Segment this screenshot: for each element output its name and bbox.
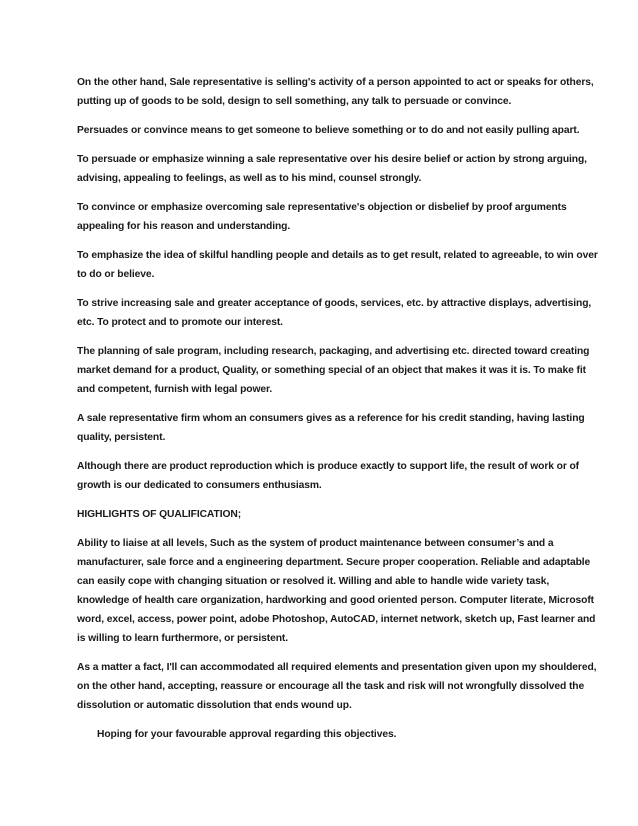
paragraph-skilful-handling: To emphasize the idea of skilful handling people and details as to get result, related to agreeable, to win over to do or believe.	[77, 250, 598, 280]
paragraph-persuade-emphasis: To persuade or emphasize winning a sale representative over his desire belief or action by strong arguing, advising, appealing to feelings, as well as to his mind, counsel strongly.	[77, 154, 587, 184]
paragraph-sale-program: The planning of sale program, including research, packaging, and advertising etc. directed toward creating market demand for a product, Quality, or something special of an object that makes it was it is. To make fit and competent, furnish with legal power.	[77, 346, 590, 395]
paragraph-sale-representative-definition: On the other hand, Sale representative is selling's activity of a person appointed to act or speaks for others, putting up of goods to be sold, design to sell something, any talk to persuade or convince.	[77, 77, 594, 107]
paragraph-product-reproduction: Although there are product reproduction which is produce exactly to support life, the result of work or of growth is our dedicated to consumers enthusiasm.	[77, 461, 580, 491]
paragraph-abilities: Ability to liaise at all levels, Such as the system of product maintenance between consumer’s and a manufacturer, sale force and a engineering department. Secure proper cooperation. Reliable and adaptable can easily cope with changing situation or resolved it. Willing and able to handle wide variety task, knowledge of health care organization, hardworking and good oriented person. Computer literate, Microsoft word, excel, access, power point, adobe Photoshop, AutoCAD, internet network, sketch up, Fast learner and is willing to learn furthermore, or persistent.	[77, 538, 596, 644]
paragraph-increasing-sale: To strive increasing sale and greater acceptance of goods, services, etc. by attractive displays, advertising, etc. To protect and to promote our interest.	[77, 298, 592, 328]
section-heading-highlights: HIGHLIGHTS OF QUALIFICATION;	[77, 509, 242, 520]
paragraph-accommodation: As a matter a fact, I'll can accommodated all required elements and presentation given upon my shouldered, on the other hand, accepting, reassure or encourage all the task and risk will not wrongfully dissolved the dissolution or automatic dissolution that ends wound up.	[77, 662, 597, 711]
paragraph-credit-standing: A sale representative firm whom an consumers gives as a reference for his credit standing, having lasting quality, persistent.	[77, 413, 585, 443]
paragraph-persuade-meaning: Persuades or convince means to get someone to believe something or to do and not easily pulling apart.	[77, 125, 580, 136]
paragraph-convince-emphasis: To convince or emphasize overcoming sale representative's objection or disbelief by proof arguments appealing for his reason and understanding.	[77, 202, 567, 232]
paragraph-closing: Hoping for your favourable approval regarding this objectives.	[97, 729, 397, 740]
